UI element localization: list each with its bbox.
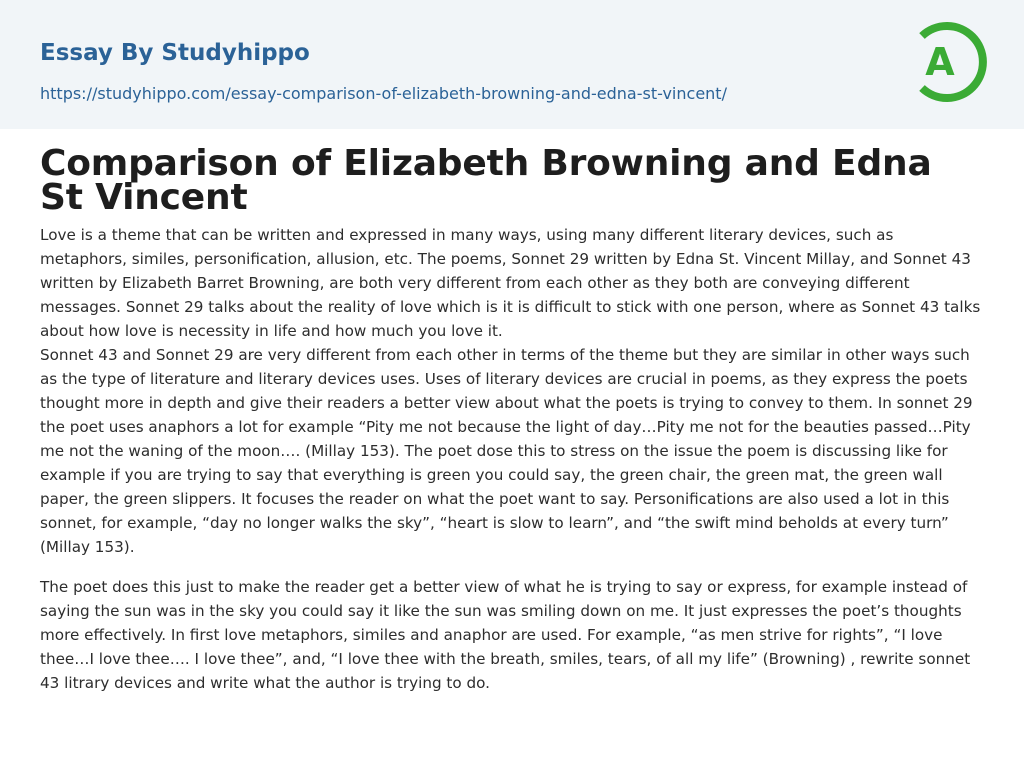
essay-paragraph: Sonnet 43 and Sonnet 29 are very different from each other in terms of the theme but they are similar in other ways such as the type of literature and literary devices uses. Uses of literary devices are crucial in poems, as they express the poets thought more in depth and give their readers a better view about what the poets is trying to convey to them. In sonnet 29 the poet uses anaphors a lot for example “Pity me not because the light of day…Pity me not for the beauties passed…Pity me not the waning of the moon…. (Millay 153). The poet dose this to stress on the issue the poem is discussing like for example if you are trying to say that everything is green you could say, the green chair, the green mat, the green wall paper, the green slippers. It focuses the reader on what the poet want to say. Personifications are also used a lot in this sonnet, for example, “day no longer walks the sky”, “heart is slow to learn”, and “the swift mind beholds at every turn” (Millay 153). <box>40 346 973 556</box>
studyhippo-logo-icon[interactable] <box>906 16 996 108</box>
site-header <box>0 0 1024 129</box>
essay-paragraph: The poet does this just to make the reader get a better view of what he is trying to say or express, for example instead of saying the sun was in the sky you could say it like the sun was smiling down on me. It just expresses the poet’s thoughts more effectively. In first love metaphors, similes and anaphor are used. For example, “as men strive for rights”, “I love thee…I love thee…. I love thee”, and, “I love thee with the breath, smiles, tears, of all my life” (Browning) , rewrite sonnet 43 litrary devices and write what the author is trying to do. <box>40 578 971 692</box>
page-url-link[interactable]: https://studyhippo.com/essay-comparison-of-elizabeth-browning-and-edna-st-vincent/ <box>40 84 727 103</box>
essay-paragraph: Love is a theme that can be written and expressed in many ways, using many different literary devices, such as metaphors, similes, personification, allusion, etc. The poems, Sonnet 29 written by Edna St. Vincent Millay, and Sonnet 43 written by Elizabeth Barret Browning, are both very different from each other as they both are conveying different messages. Sonnet 29 talks about the reality of love which is it is difficult to stick with one person, where as Sonnet 43 talks about how love is necessity in life and how much you love it. <box>40 226 981 340</box>
essay-content <box>40 143 985 695</box>
site-title[interactable]: Essay By Studyhippo <box>40 40 310 66</box>
essay-title: Comparison of Elizabeth Browning and Edna St Vincent <box>40 143 932 218</box>
essay-body <box>40 223 985 695</box>
logo-letter: A <box>925 40 955 84</box>
